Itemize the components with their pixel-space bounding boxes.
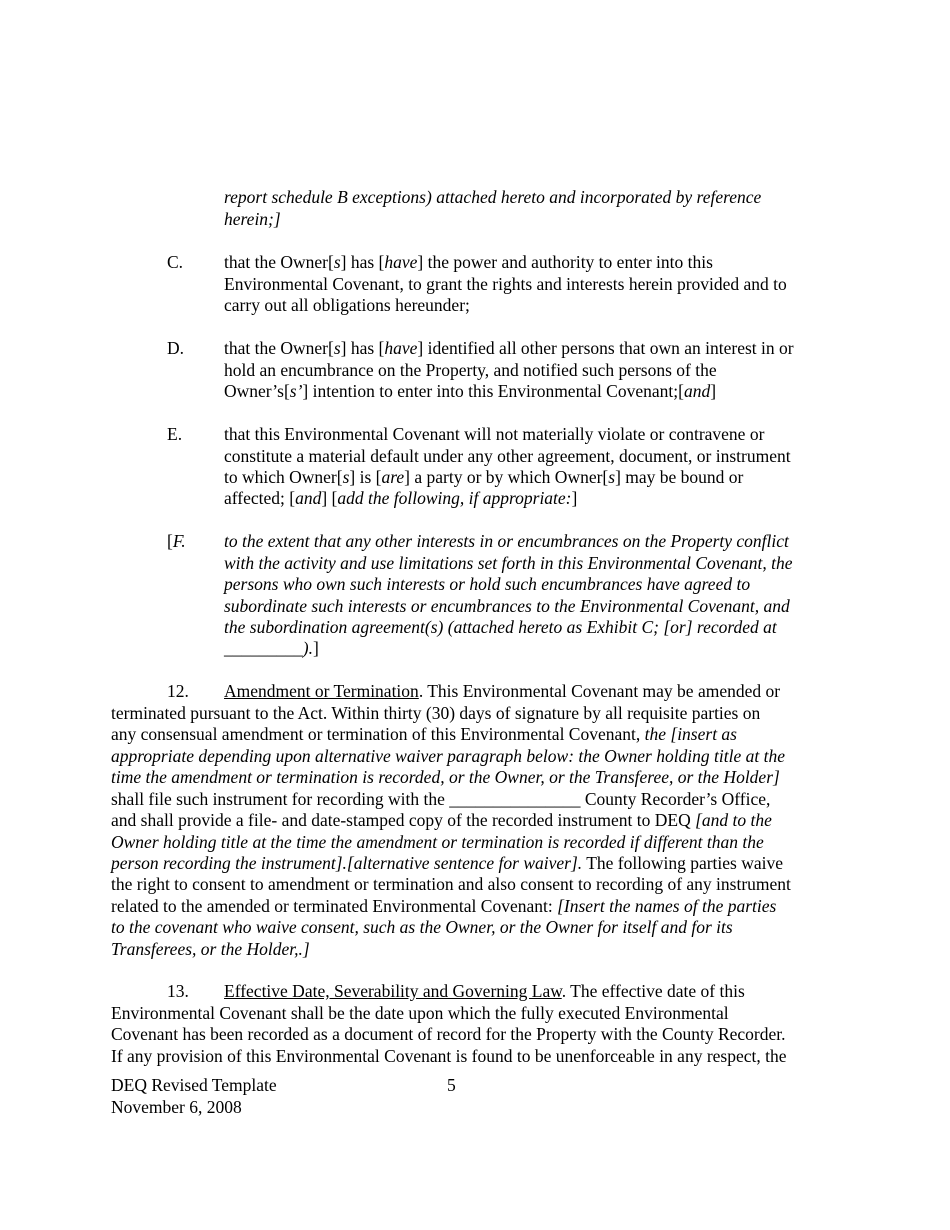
- item-f-text: the subordination agreement(s) (attached hereto as Exhibit C; [or] recorded at: [224, 617, 777, 637]
- section-13-text: If any provision of this Environmental Covenant is found to be unenforceable in any respect, the: [111, 1046, 787, 1066]
- item-c-text: that the Owner[s] has [have] the power and authority to enter into this: [224, 252, 713, 272]
- item-f-text: with the activity and use limitations set forth in this Environmental Covenant, the: [224, 553, 793, 573]
- item-e-text: that this Environmental Covenant will not materially violate or contravene or: [224, 424, 765, 444]
- section-12-heading: Amendment or Termination: [224, 681, 419, 701]
- section-12-text: Owner holding title at the time the amendment or termination is recorded if different than the: [111, 832, 764, 852]
- section-13-heading: Effective Date, Severability and Governing Law: [224, 981, 562, 1001]
- item-f-text: subordinate such interests or encumbrances to the Environmental Covenant, and: [224, 596, 790, 616]
- continuation-text: report schedule B exceptions) attached hereto and incorporated by reference: [224, 187, 762, 207]
- item-d-text: hold an encumbrance on the Property, and notified such persons of the: [224, 360, 717, 380]
- section-12-text: any consensual amendment or termination of this Environmental Covenant, the [insert as: [111, 724, 737, 744]
- item-f-text: persons who own such interests or hold such encumbrances have agreed to: [224, 574, 751, 594]
- item-label-c: C.: [167, 252, 184, 272]
- item-label-f: [F.: [167, 531, 186, 551]
- section-12-text: appropriate depending upon alternative waiver paragraph below: the Owner holding title at the: [111, 746, 785, 766]
- item-e-text: affected; [and] [add the following, if appropriate:]: [224, 488, 578, 508]
- item-f-text: _________).]: [224, 638, 319, 658]
- item-e-text: to which Owner[s] is [are] a party or by which Owner[s] may be bound or: [224, 467, 744, 487]
- section-12-text: related to the amended or terminated Environmental Covenant: [Insert the names of the parties: [111, 896, 777, 916]
- item-c-text: Environmental Covenant, to grant the rights and interests herein provided and to: [224, 274, 787, 294]
- section-13-first-line: Effective Date, Severability and Governing Law. The effective date of this: [224, 981, 745, 1001]
- section-12-text: time the amendment or termination is recorded, or the Owner, or the Transferee, or the Holder]: [111, 767, 780, 787]
- section-13-text: Environmental Covenant shall be the date upon which the fully executed Environmental: [111, 1003, 729, 1023]
- section-12-first-line: Amendment or Termination. This Environmental Covenant may be amended or: [224, 681, 781, 701]
- page-number: 5: [447, 1075, 456, 1095]
- item-f-text: to the extent that any other interests in or encumbrances on the Property conflict: [224, 531, 789, 551]
- section-13-text: Covenant has been recorded as a document of record for the Property with the County Recorder.: [111, 1024, 786, 1044]
- footer-left: [111, 1075, 277, 1118]
- section-12-text: Transferees, or the Holder,.]: [111, 939, 310, 959]
- section-12-number: 12.: [167, 681, 189, 701]
- section-12-text: to the covenant who waive consent, such as the Owner, or the Owner for itself and for its: [111, 917, 733, 937]
- section-12-text: terminated pursuant to the Act. Within thirty (30) days of signature by all requisite parties on: [111, 703, 761, 723]
- section-12-text: and shall provide a file- and date-stamped copy of the recorded instrument to DEQ [and to the: [111, 810, 772, 830]
- item-d-text: Owner’s[s’] intention to enter into this Environmental Covenant;[and]: [224, 381, 717, 401]
- footer-date: November 6, 2008: [111, 1096, 242, 1117]
- item-label-d: D.: [167, 338, 185, 358]
- item-c-text: carry out all obligations hereunder;: [224, 295, 470, 315]
- footer-template-name: DEQ Revised Template: [111, 1075, 277, 1095]
- item-e-text: constitute a material default under any other agreement, document, or instrument: [224, 446, 791, 466]
- section-12-text: person recording the instrument].[alternative sentence for waiver]. The following parties waive: [111, 853, 784, 873]
- section-12-text: the right to consent to amendment or termination and also consent to recording of any instrument: [111, 874, 791, 894]
- item-d-text: that the Owner[s] has [have] identified all other persons that own an interest in or: [224, 338, 794, 358]
- section-12-text: shall file such instrument for recording with the _______________ County Recorder’s Office,: [111, 789, 771, 809]
- continuation-text: herein;]: [224, 209, 281, 229]
- section-13-number: 13.: [167, 981, 189, 1001]
- item-label-e: E.: [167, 424, 183, 444]
